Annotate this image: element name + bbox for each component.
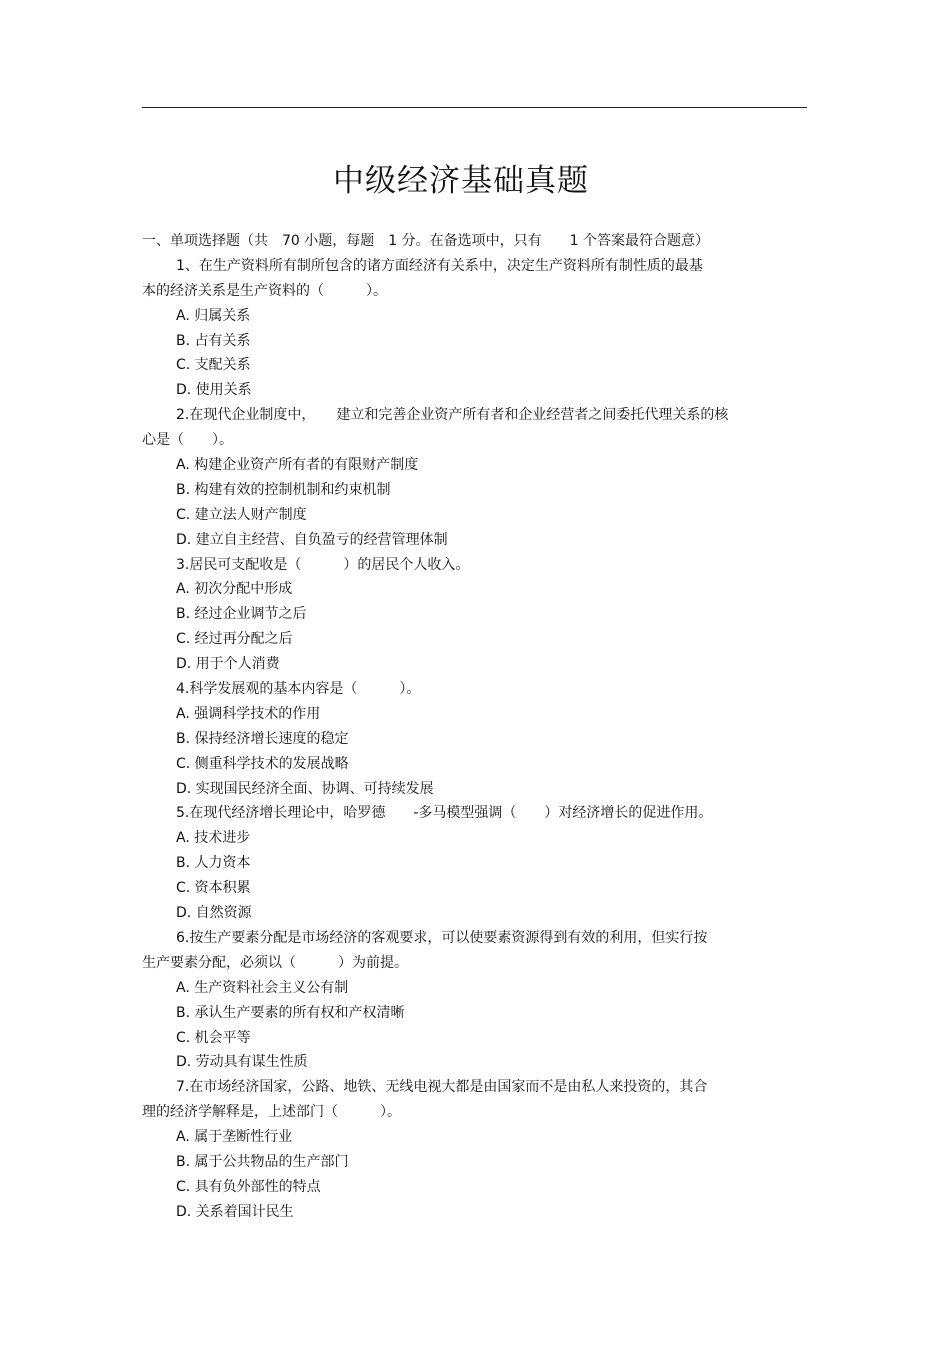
option-a: A. 技术进步 <box>176 830 251 847</box>
question-stem: 6.按生产要素分配是市场经济的客观要求，可以使要素资源得到有效的利用，但实行按 <box>176 929 708 946</box>
option-c: C. 支配关系 <box>176 357 251 374</box>
question-stem: 2.在现代企业制度中， 建立和完善企业资产所有者和企业经营者之间委托代理关系的核 <box>176 407 729 424</box>
question-3 <box>142 553 782 677</box>
question-stem: 3.居民可支配收是（ ）的居民个人收入。 <box>176 556 470 573</box>
question-6 <box>142 926 782 1075</box>
question-stem: 5.在现代经济增长理论中，哈罗德 -多马模型强调（ ）对经济增长的促进作用。 <box>176 805 713 822</box>
option-d: D. 建立自主经营、自负盈亏的经营管理体制 <box>176 531 448 548</box>
option-b: B. 经过企业调节之后 <box>176 606 307 623</box>
question-2 <box>142 403 782 552</box>
option-a: A. 生产资料社会主义公有制 <box>176 979 349 996</box>
question-stem-cont: 理的经济学解释是，上述部门（ ）。 <box>142 1104 401 1121</box>
option-b: B. 占有关系 <box>176 332 251 349</box>
option-a: A. 强调科学技术的作用 <box>176 705 321 722</box>
document-body <box>142 229 782 1225</box>
question-stem-cont: 本的经济关系是生产资料的（ ）。 <box>142 282 387 299</box>
question-stem: 4.科学发展观的基本内容是（ ）。 <box>176 681 421 698</box>
question-stem-cont: 心是（ ）。 <box>142 432 233 449</box>
option-b: B. 人力资本 <box>176 855 251 872</box>
option-b: B. 属于公共物品的生产部门 <box>176 1153 349 1170</box>
question-1 <box>142 254 782 403</box>
option-b: B. 构建有效的控制机制和约束机制 <box>176 481 391 498</box>
option-c: C. 资本积累 <box>176 880 251 897</box>
option-a: A. 初次分配中形成 <box>176 581 293 598</box>
question-5 <box>142 801 782 925</box>
option-d: D. 使用关系 <box>176 382 252 399</box>
question-4 <box>142 677 782 801</box>
option-b: B. 保持经济增长速度的稳定 <box>176 730 349 747</box>
option-a: A. 属于垄断性行业 <box>176 1129 293 1146</box>
question-stem: 7.在市场经济国家，公路、地铁、无线电视大都是由国家而不是由私人来投资的，其合 <box>176 1079 708 1096</box>
option-c: C. 经过再分配之后 <box>176 631 293 648</box>
question-stem-cont: 生产要素分配，必须以（ ）为前提。 <box>142 954 408 971</box>
option-c: C. 侧重科学技术的发展战略 <box>176 755 349 772</box>
document-title: 中级经济基础真题 <box>333 163 589 199</box>
option-d: D. 用于个人消费 <box>176 656 280 673</box>
option-a: A. 构建企业资产所有者的有限财产制度 <box>176 457 419 474</box>
section-heading: 一、单项选择题（共 70 小题，每题 1 分。在备选项中，只有 1 个答案最符合题意） <box>142 233 709 249</box>
option-d: D. 劳动具有谋生性质 <box>176 1054 308 1071</box>
option-d: D. 关系着国计民生 <box>176 1203 294 1220</box>
option-b: B. 承认生产要素的所有权和产权清晰 <box>176 1004 405 1021</box>
question-7 <box>142 1075 782 1224</box>
option-c: C. 建立法人财产制度 <box>176 506 307 523</box>
header-rule <box>142 107 807 108</box>
question-stem: 1、在生产资料所有制所包含的诸方面经济有关系中，决定生产资料所有制性质的最基 <box>176 257 703 274</box>
option-c: C. 具有负外部性的特点 <box>176 1178 321 1195</box>
option-a: A. 归属关系 <box>176 307 251 324</box>
option-d: D. 自然资源 <box>176 905 252 922</box>
option-d: D. 实现国民经济全面、协调、可持续发展 <box>176 780 434 797</box>
option-c: C. 机会平等 <box>176 1029 251 1046</box>
